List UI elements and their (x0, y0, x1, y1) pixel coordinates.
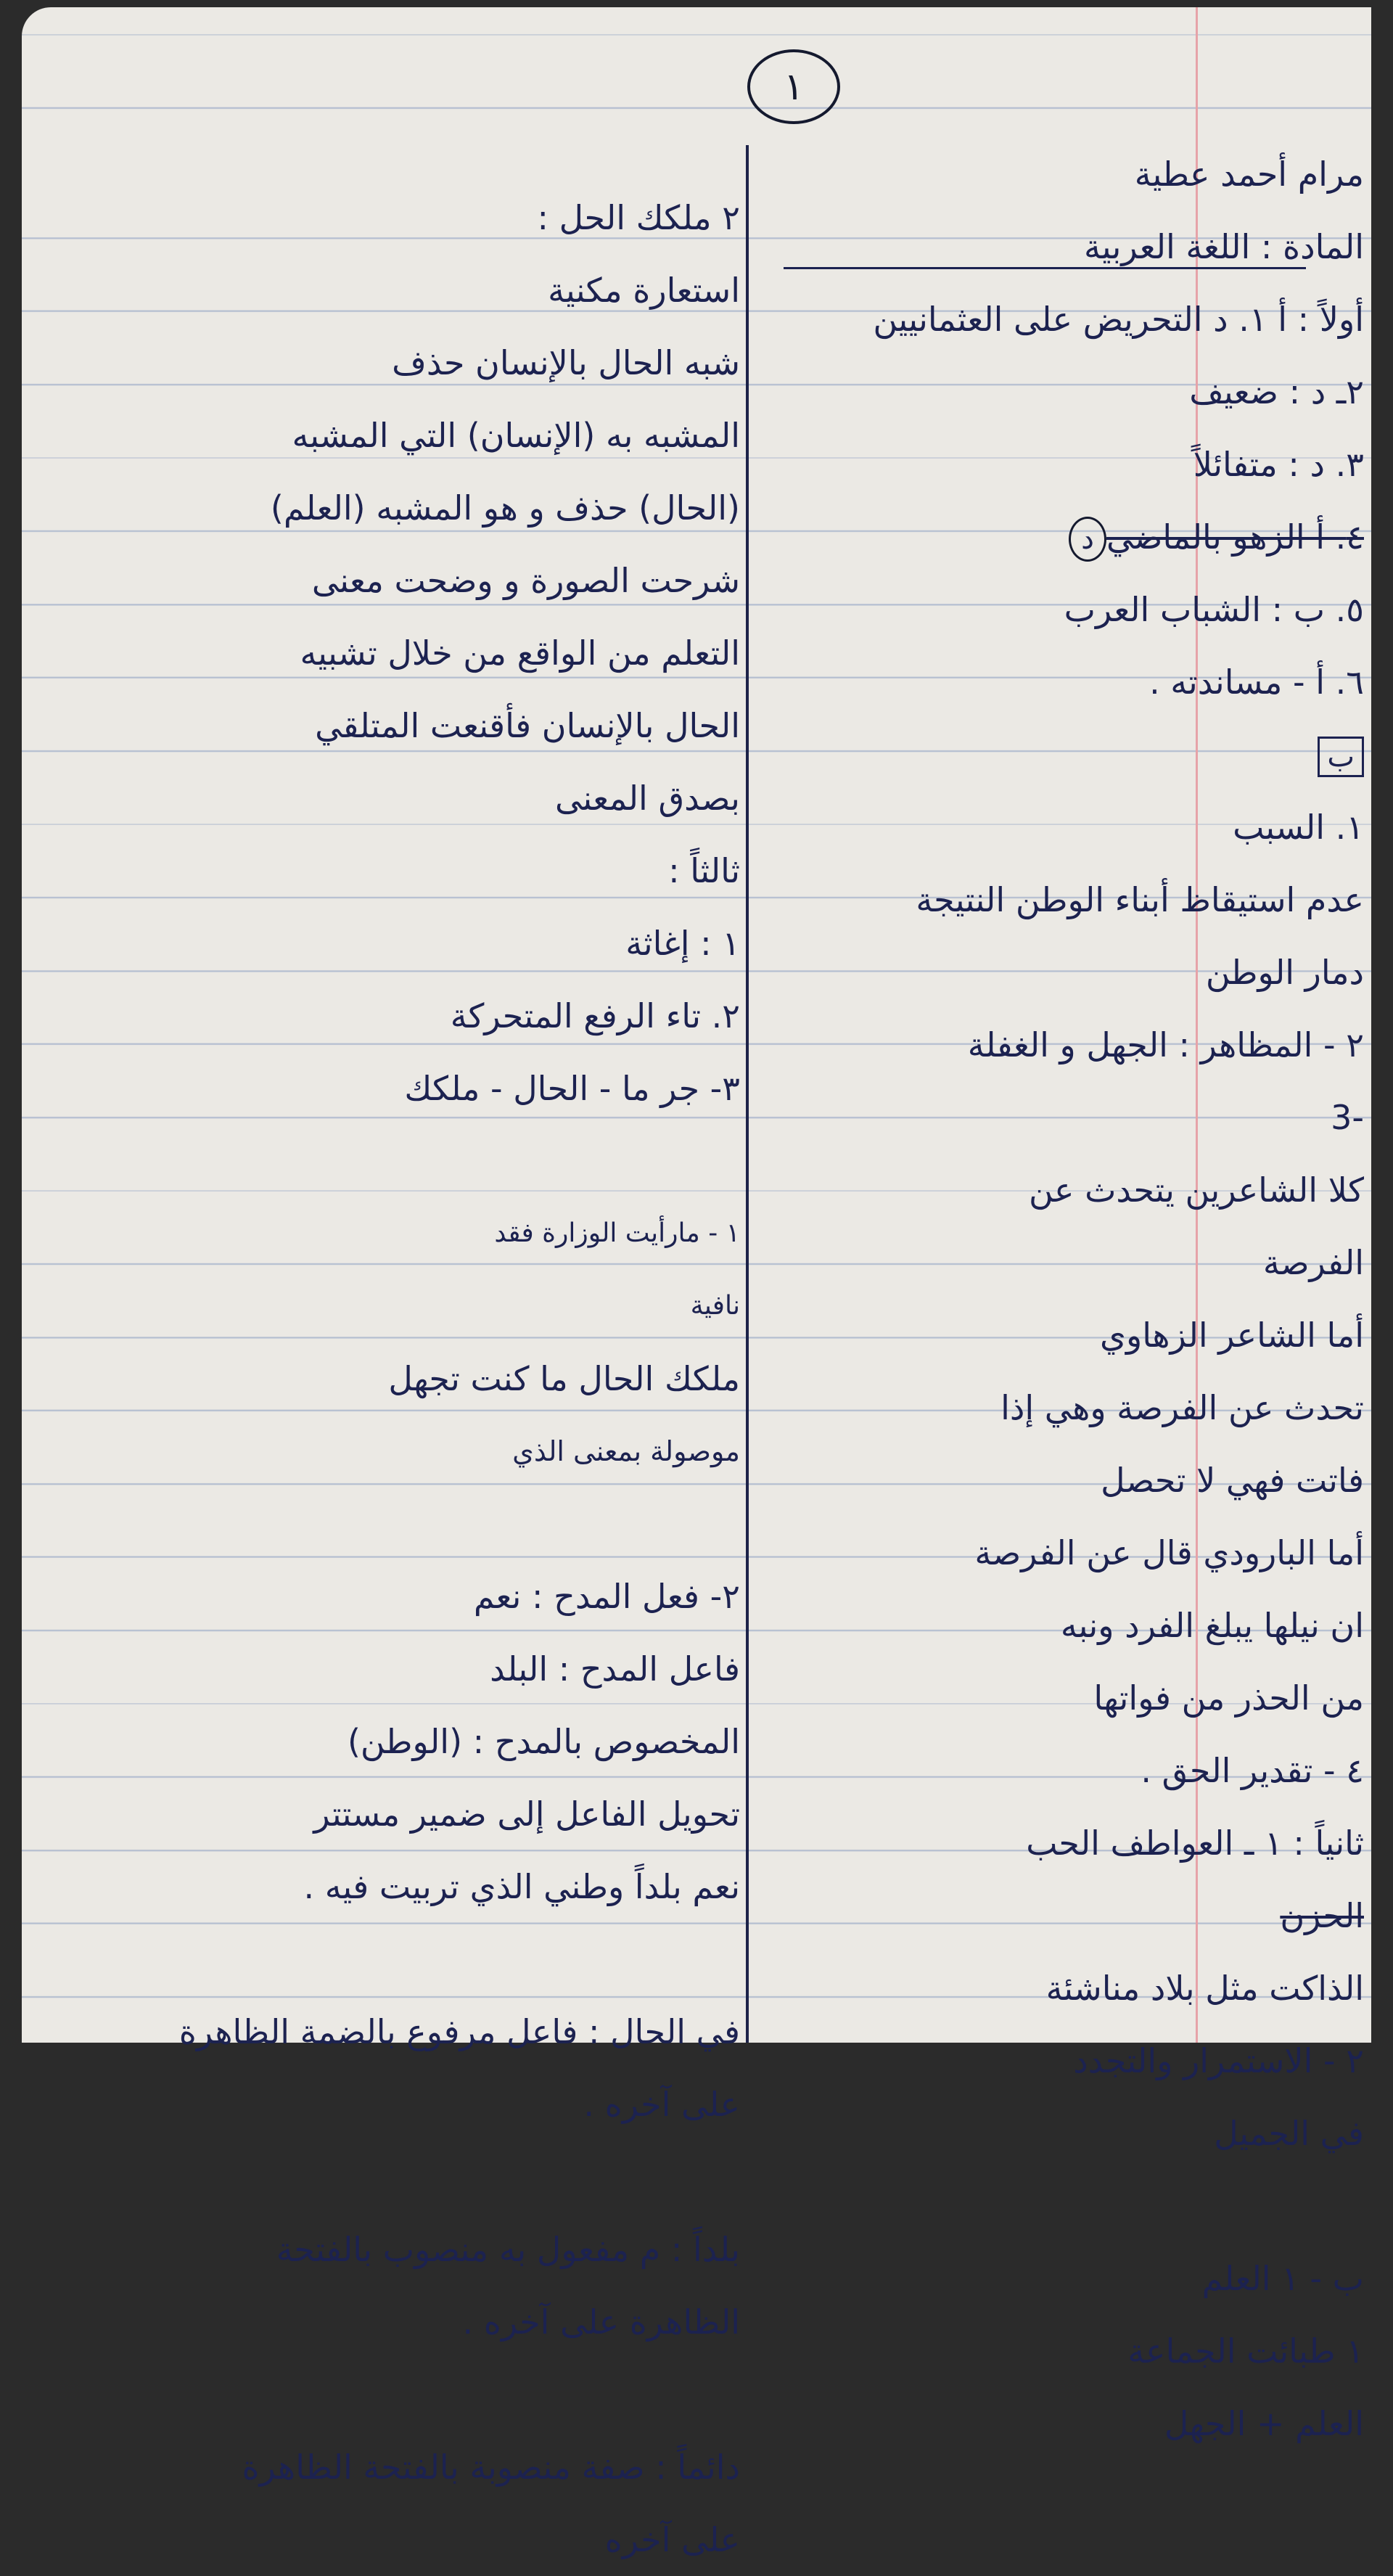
left-column-line-text: نعم بلداً وطني الذي تربيت فيه . (303, 1867, 740, 1906)
right-column-line-text: تحدث عن الفرصة وهي إذا (1000, 1388, 1364, 1427)
left-column-line-text: التعلم من الواقع من خلال تشبيه (300, 633, 740, 673)
left-column-line-text: على آخره . (583, 2085, 740, 2124)
right-column-line (769, 791, 1364, 864)
right-column-line-text: في الجميل (1214, 2114, 1364, 2153)
right-column-line-text: ثانياً : ١ ـ العواطف الحب (1026, 1824, 1364, 1863)
right-column-line (769, 2025, 1364, 2097)
left-column-line-text: شبه الحال بالإنسان حذف (392, 343, 740, 382)
left-column-line-text: ١ - مارأيت الوزارة فقد (494, 1218, 740, 1248)
notebook-page (22, 7, 1371, 2559)
right-column-line (769, 210, 1364, 283)
right-column-line-text: ١ طبائت الجماعة (1127, 2331, 1364, 2371)
right-column-line-text: مرام أحمد عطية (1134, 155, 1364, 194)
right-column-line-text: أما البارودي قال عن الفرصة (974, 1533, 1364, 1572)
right-column-line (769, 1807, 1364, 1879)
right-column-line-text: ٦. أ - مساندته . (1149, 663, 1364, 702)
right-column-line-text: -3 (1331, 1098, 1364, 1137)
left-column-line (51, 2213, 740, 2286)
right-column-line-text: ٣. د : متفائلاً (1193, 445, 1364, 484)
right-column-line-text: العلم + الجهل (1164, 2404, 1364, 2443)
left-column-line-text: ١ : إغاثة (625, 924, 740, 963)
right-column-line-text: ب (1318, 737, 1364, 777)
right-column-line (769, 646, 1364, 718)
right-column-line-text: الذاكت مثل بلاد مناشئة (1045, 1969, 1364, 2008)
right-column-line (769, 501, 1364, 573)
left-column-line (51, 1633, 740, 1705)
right-column-line (769, 1952, 1364, 2025)
left-column-line (51, 1197, 740, 1270)
left-column-line (51, 1778, 740, 1850)
right-column-line-text: ان نيلها يبلغ الفرد ونبه (1060, 1606, 1364, 1645)
left-column-line-text: دائماً : صفة منصوبة بالفتحة الظاهرة (242, 2448, 740, 2487)
right-column-line (769, 2242, 1364, 2315)
right-column-line (769, 1371, 1364, 1444)
left-column-line-text: الحال بالإنسان فأقنعت المتلقي (315, 706, 740, 745)
left-column (51, 181, 740, 2576)
right-column-line (769, 864, 1364, 936)
right-column-line (769, 2387, 1364, 2460)
circled-answer-mark: د (1069, 517, 1106, 562)
right-column-line (769, 718, 1364, 791)
right-column-line (769, 1444, 1364, 1517)
right-column-line (769, 1081, 1364, 1154)
right-column-line-text: أولاً : أ ١. د التحريض على العثمانيين (873, 300, 1364, 339)
left-column-line (51, 1923, 740, 1995)
left-column-line-text: في الحال : فاعل مرفوع بالضمة الظاهرة (178, 2012, 740, 2051)
column-divider (746, 145, 749, 2043)
right-column-line (769, 573, 1364, 646)
right-column-line-text: دمار الوطن (1205, 953, 1364, 992)
left-column-line-text: على آخره (604, 2520, 740, 2559)
right-column-line-text: عدم استيقاظ أبناء الوطن النتيجة (916, 880, 1364, 919)
right-column-line (769, 1226, 1364, 1299)
right-column-line-text: الفرصة (1262, 1243, 1364, 1282)
right-column-line-text: ٤ - تقدير الحق . (1141, 1751, 1364, 1790)
right-column-line-text: فاتت فهي لا تحصل (1101, 1461, 1364, 1500)
right-column-line (769, 1009, 1364, 1081)
left-column-line (51, 834, 740, 907)
left-column-line-text: ٢ ملكك الحل : (537, 198, 740, 237)
right-column-line (769, 2170, 1364, 2242)
right-column-line (769, 2315, 1364, 2387)
left-column-line-text: ٣- جر ما - الحال - ملكك (404, 1069, 740, 1108)
left-column-line (51, 1488, 740, 1560)
left-column-line-text: ملكك الحال ما كنت تجهل (388, 1359, 740, 1398)
left-column-line-text: الظاهرة على آخره . (462, 2302, 740, 2342)
right-column-line-text: ٤. أ الزهو بالماضي (1106, 517, 1364, 557)
left-column-line (51, 689, 740, 762)
right-column-line (769, 1589, 1364, 1662)
page-number: ١ (747, 49, 840, 124)
right-column-line-text: ٥. ب : الشباب العرب (1064, 590, 1364, 629)
left-column-line (51, 2431, 740, 2503)
left-column-line (51, 472, 740, 544)
right-column-line (769, 936, 1364, 1009)
left-column-line-text: (الحال) حذف و هو المشبه (العلم) (270, 488, 740, 528)
right-column (769, 138, 1364, 2460)
right-column-line (769, 1517, 1364, 1589)
left-column-line (51, 1995, 740, 2068)
left-column-line (51, 1052, 740, 1125)
right-column-line (769, 2097, 1364, 2170)
right-column-line-text: ١. السبب (1233, 808, 1364, 847)
left-column-line-text: ٢. تاء الرفع المتحركة (450, 996, 740, 1035)
right-column-line-text: الحزن (1280, 1896, 1364, 1935)
right-column-line (769, 1154, 1364, 1226)
right-column-line-text: من الحذر من فواتها (1093, 1678, 1364, 1718)
left-column-line (51, 327, 740, 399)
right-column-line-text: ٢ـ د : ضعيف (1189, 372, 1364, 411)
left-column-line (51, 1560, 740, 1633)
left-column-line (51, 1705, 740, 1778)
right-column-line-text: كلا الشاعرين يتحدث عن (1029, 1170, 1364, 1210)
left-column-line (51, 2503, 740, 2576)
left-column-line (51, 1125, 740, 1197)
left-column-line (51, 980, 740, 1052)
left-column-line-text: المخصوص بالمدح : (الوطن) (347, 1722, 740, 1761)
right-column-line-text: ب - ١ العلم (1201, 2259, 1364, 2298)
left-column-line-text: استعارة مكنية (548, 271, 740, 310)
left-column-line-text: بلداً : م مفعول به منصوب بالفتحة (276, 2230, 740, 2269)
left-column-line (51, 1415, 740, 1488)
left-column-line (51, 617, 740, 689)
right-column-line (769, 428, 1364, 501)
left-column-line (51, 181, 740, 254)
left-column-line-text: موصولة بمعنى الذي (512, 1435, 740, 1467)
left-column-line (51, 544, 740, 617)
right-column-line (769, 1734, 1364, 1807)
right-column-line (769, 283, 1364, 356)
left-column-line (51, 1850, 740, 1923)
right-column-line (769, 356, 1364, 428)
left-column-line-text: المشبه به (الإنسان) التي المشبه (292, 416, 740, 455)
right-column-line-text: ٢ - المظاهر : الجهل و الغفلة (967, 1025, 1364, 1065)
left-column-line-text: ٢- فعل المدح : نعم (473, 1577, 740, 1616)
left-column-line (51, 2358, 740, 2431)
left-column-line-text: فاعل المدح : البلد (490, 1649, 740, 1689)
right-column-line-text: ٢ - الاستمرار والتجدد (1073, 2041, 1364, 2080)
left-column-line (51, 2286, 740, 2358)
left-column-line (51, 762, 740, 834)
left-column-line (51, 399, 740, 472)
left-column-line (51, 254, 740, 327)
left-column-line (51, 2141, 740, 2213)
left-column-line-text: نافية (690, 1291, 740, 1321)
right-column-line-text: أما الشاعر الزهاوي (1099, 1316, 1364, 1355)
right-column-line (769, 1879, 1364, 1952)
left-column-line (51, 907, 740, 980)
left-column-line-text: تحويل الفاعل إلى ضمير مستتر (313, 1794, 740, 1834)
left-column-line (51, 1342, 740, 1415)
left-column-line (51, 2068, 740, 2141)
left-column-line-text: ثالثاً : (668, 851, 740, 890)
right-column-line-text: المادة : اللغة العربية (1084, 227, 1364, 266)
left-column-line-text: بصدق المعنى (555, 779, 740, 818)
right-column-line (769, 1662, 1364, 1734)
right-column-line (769, 138, 1364, 210)
left-column-line (51, 1270, 740, 1342)
left-column-line-text: شرحت الصورة و وضحت معنى (311, 561, 740, 600)
right-column-line (769, 1299, 1364, 1371)
